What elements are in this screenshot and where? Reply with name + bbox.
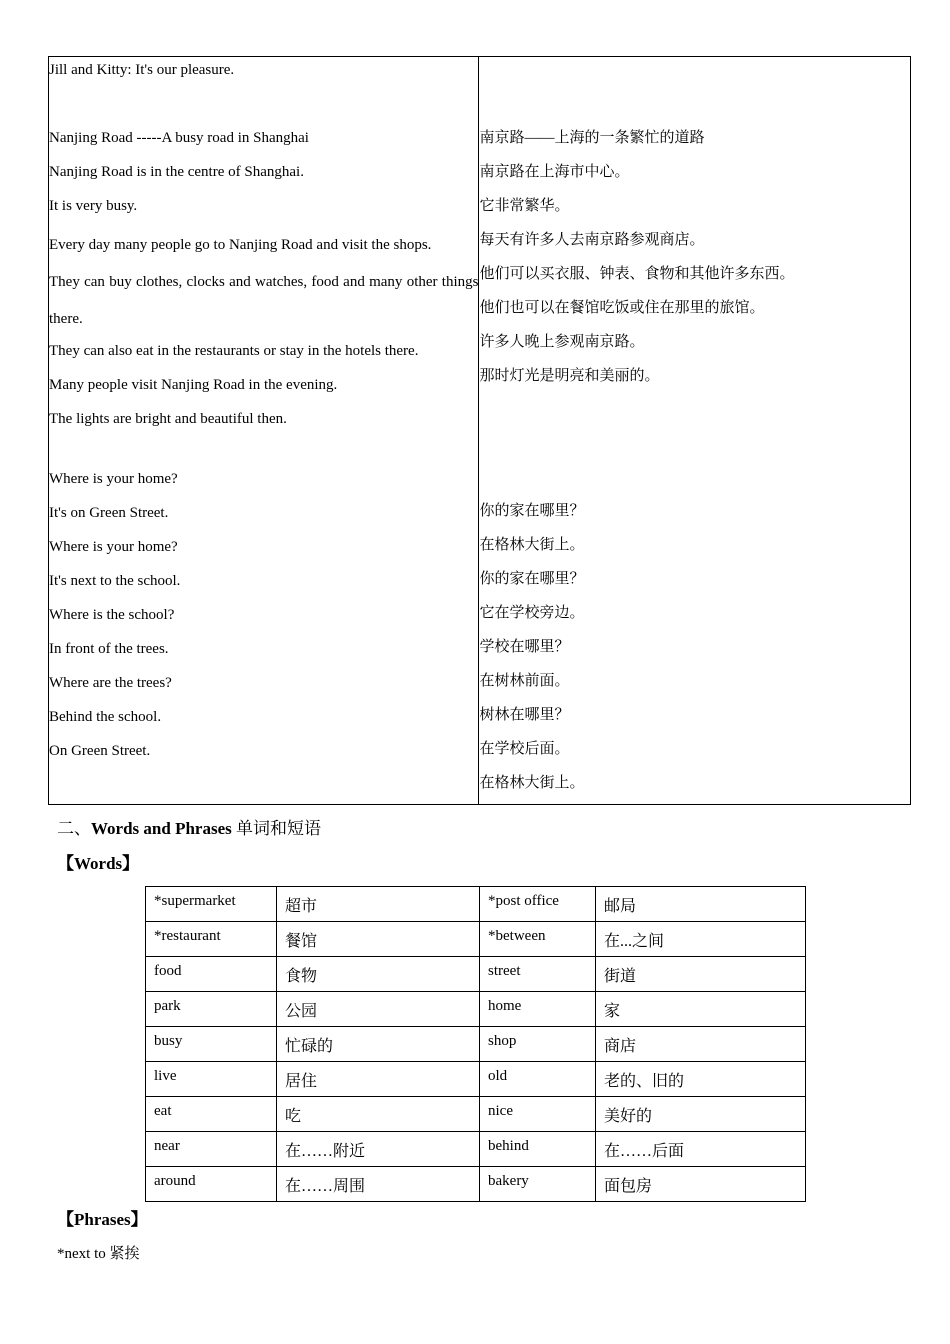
word-cell: eat	[146, 1097, 277, 1132]
section-title-english: Words and Phrases	[91, 819, 232, 838]
english-line: Where is the school?	[49, 607, 175, 623]
word-cell: live	[146, 1062, 277, 1097]
english-line: They can also eat in the restaurants or stay in the hotels there.	[49, 343, 419, 359]
word-cell: *supermarket	[146, 887, 277, 922]
word-cell: *post office	[480, 887, 596, 922]
english-line: Behind the school.	[49, 709, 162, 725]
word-meaning-cell: 邮局	[596, 887, 806, 922]
word-meaning-cell: 在……附近	[277, 1132, 480, 1167]
word-meaning-cell: 超市	[277, 887, 480, 922]
word-cell: nice	[480, 1097, 596, 1132]
chinese-line: 他们也可以在餐馆吃饭或住在那里的旅馆。	[479, 300, 765, 316]
table-row	[146, 1167, 806, 1202]
english-line: Nanjing Road -----A busy road in Shanghai	[49, 130, 309, 146]
word-meaning-cell: 吃	[277, 1097, 480, 1132]
words-table	[145, 886, 806, 1202]
english-line: Where is your home?	[49, 539, 178, 555]
section-title-chinese: 单词和短语	[231, 819, 321, 838]
chinese-line: 它非常繁华。	[479, 198, 570, 214]
english-line: Where are the trees?	[49, 675, 172, 691]
word-cell: shop	[480, 1027, 596, 1062]
chinese-line: 那时灯光是明亮和美丽的。	[479, 368, 660, 384]
section-number: 二、	[57, 819, 91, 838]
word-meaning-cell: 面包房	[596, 1167, 806, 1202]
english-line: It's next to the school.	[49, 573, 181, 589]
english-line: It's on Green Street.	[49, 505, 169, 521]
chinese-line: 每天有许多人去南京路参观商店。	[479, 232, 705, 248]
table-row	[49, 57, 911, 805]
dialogue-closing-line: Jill and Kitty: It's our pleasure.	[49, 62, 235, 78]
word-cell: street	[480, 957, 596, 992]
word-meaning-cell: 忙碌的	[277, 1027, 480, 1062]
word-cell: park	[146, 992, 277, 1027]
word-meaning-cell: 餐馆	[277, 922, 480, 957]
table-row	[146, 922, 806, 957]
chinese-line: 在树林前面。	[479, 673, 570, 689]
table-row	[146, 992, 806, 1027]
word-meaning-cell: 美好的	[596, 1097, 806, 1132]
english-line: They can buy clothes, clocks and watches, food and many other things there.	[49, 274, 479, 327]
chinese-lines	[479, 57, 910, 804]
word-meaning-cell: 街道	[596, 957, 806, 992]
dialogue-translation-table	[48, 56, 911, 805]
words-label: 【Words】	[57, 854, 140, 873]
table-row	[146, 1062, 806, 1097]
word-meaning-cell: 在……后面	[596, 1132, 806, 1167]
chinese-line: 你的家在哪里？	[479, 503, 585, 519]
word-meaning-cell: 老的、旧的	[596, 1062, 806, 1097]
english-line: Where is your home?	[49, 471, 178, 487]
chinese-line: 南京路——上海的一条繁忙的道路	[479, 130, 705, 146]
table-row	[146, 1027, 806, 1062]
phrase-item: *next to 紧挨	[57, 1246, 140, 1262]
chinese-line: 学校在哪里？	[479, 639, 570, 655]
english-column	[49, 57, 479, 805]
word-cell: food	[146, 957, 277, 992]
word-cell: *restaurant	[146, 922, 277, 957]
word-meaning-cell: 在……周围	[277, 1167, 480, 1202]
english-line: It is very busy.	[49, 198, 138, 214]
chinese-line: 树林在哪里？	[479, 707, 570, 723]
word-cell: old	[480, 1062, 596, 1097]
table-row	[146, 1097, 806, 1132]
table-row	[146, 887, 806, 922]
english-line: Many people visit Nanjing Road in the evening.	[49, 377, 338, 393]
chinese-column	[479, 57, 911, 805]
word-meaning-cell: 家	[596, 992, 806, 1027]
word-cell: behind	[480, 1132, 596, 1167]
word-meaning-cell: 在...之间	[596, 922, 806, 957]
chinese-line: 许多人晚上参观南京路。	[479, 334, 645, 350]
word-cell: home	[480, 992, 596, 1027]
word-cell: *between	[480, 922, 596, 957]
english-line: On Green Street.	[49, 743, 151, 759]
word-meaning-cell: 商店	[596, 1027, 806, 1062]
chinese-line: 在学校后面。	[479, 741, 570, 757]
chinese-line: 南京路在上海市中心。	[479, 164, 630, 180]
chinese-line: 在格林大街上。	[479, 775, 585, 791]
chinese-line: 你的家在哪里？	[479, 571, 585, 587]
word-meaning-cell: 公园	[277, 992, 480, 1027]
english-line: In front of the trees.	[49, 641, 169, 657]
word-cell: busy	[146, 1027, 277, 1062]
english-lines	[49, 57, 478, 772]
word-meaning-cell: 居住	[277, 1062, 480, 1097]
words-table-body	[146, 887, 806, 1202]
chinese-line: 在格林大街上。	[479, 537, 585, 553]
chinese-line: 他们可以买衣服、钟表、食物和其他许多东西。	[479, 266, 795, 282]
english-line: The lights are bright and beautiful then.	[49, 411, 287, 427]
phrases-label: 【Phrases】	[57, 1210, 148, 1229]
english-line: Nanjing Road is in the centre of Shanghai.	[49, 164, 304, 180]
table-row	[146, 1132, 806, 1167]
english-line: Every day many people go to Nanjing Road and visit the shops.	[49, 237, 432, 253]
section-heading	[57, 814, 321, 844]
table-row	[146, 957, 806, 992]
word-cell: bakery	[480, 1167, 596, 1202]
chinese-line: 它在学校旁边。	[479, 605, 585, 621]
word-cell: around	[146, 1167, 277, 1202]
word-meaning-cell: 食物	[277, 957, 480, 992]
word-cell: near	[146, 1132, 277, 1167]
